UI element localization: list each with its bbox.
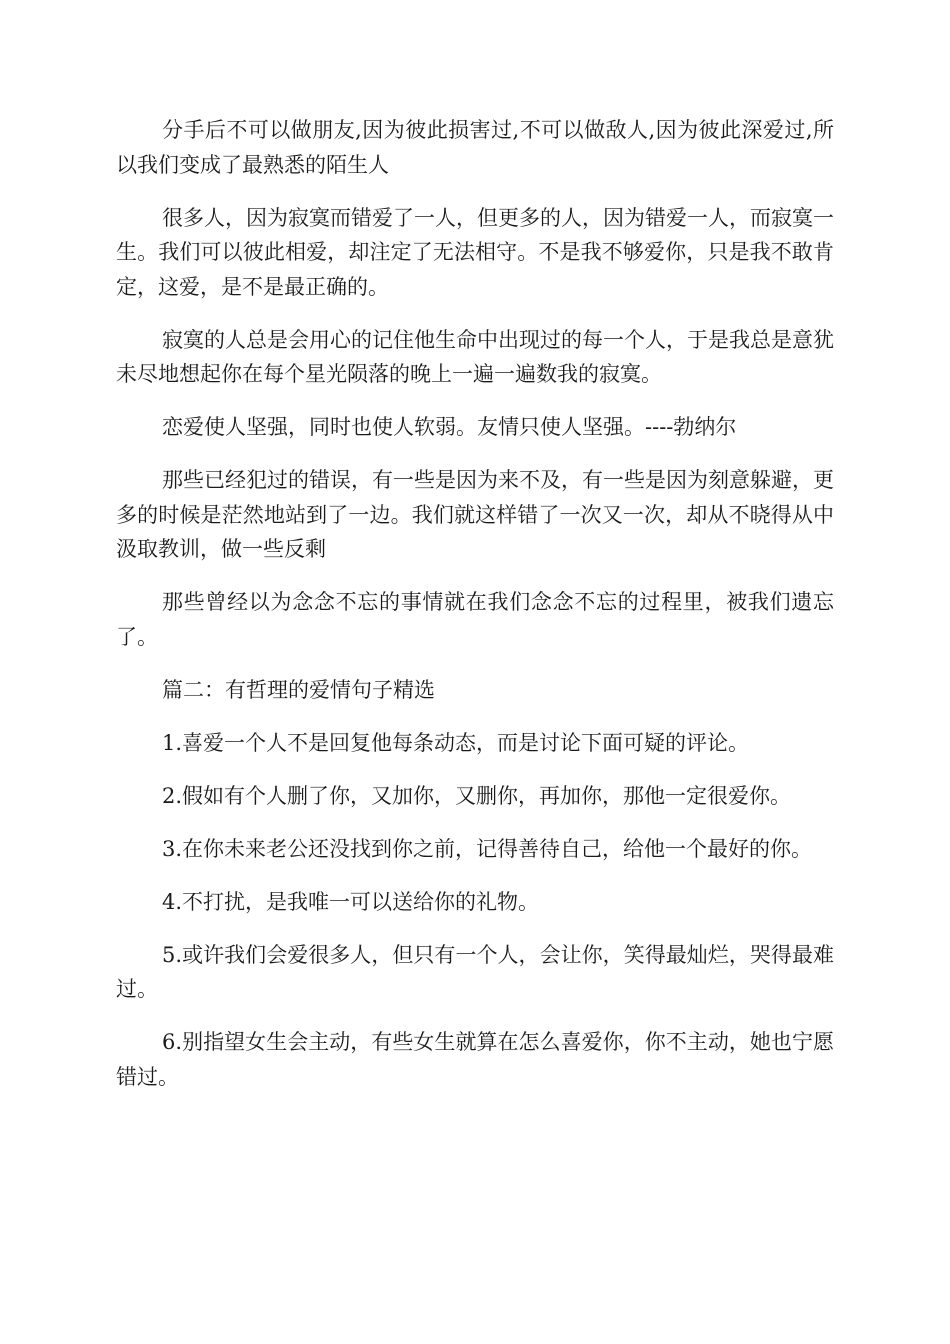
list-item-5: 5.或许我们会爱很多人，但只有一个人，会让你，笑得最灿烂，哭得最难过。	[116, 942, 834, 1001]
paragraph-forgotten: 那些曾经以为念念不忘的事情就在我们念念不忘的过程里，被我们遗忘了。	[116, 590, 834, 649]
list-item-1: 1.喜爱一个人不是回复他每条动态，而是讨论下面可疑的评论。	[162, 730, 750, 755]
paragraph-lonely-remember: 寂寞的人总是会用心的记住他生命中出现过的每一个人，于是我总是意犹未尽地想起你在每个星光陨落的晚上一遍一遍数我的寂寞。	[116, 327, 834, 386]
paragraph-past-mistakes: 那些已经犯过的错误，有一些是因为来不及，有一些是因为刻意躲避，更多的时候是茫然地站到了一边。我们就这样错了一次又一次，却从不晓得从中汲取教训，做一些反剩	[116, 468, 834, 561]
paragraph-breakup-strangers: 分手后不可以做朋友,因为彼此损害过,不可以做敌人,因为彼此深爱过,所以我们变成了最熟悉的陌生人	[116, 118, 834, 177]
document-body	[116, 113, 834, 1113]
list-item-4: 4.不打扰，是我唯一可以送给你的礼物。	[162, 889, 540, 914]
section-heading: 篇二：有哲理的爱情句子精选	[162, 677, 435, 702]
paragraph-love-quote: 恋爱使人坚强，同时也使人软弱。友情只使人坚强。----勃纳尔	[162, 415, 737, 439]
list-item-6: 6.别指望女生会主动，有些女生就算在怎么喜爱你，你不主动，她也宁愿错过。	[116, 1030, 834, 1089]
paragraph-lonely-wrong-love: 很多人，因为寂寞而错爱了一人，但更多的人，因为错爱一人，而寂寞一生。我们可以彼此相爱，却注定了无法相守。不是我不够爱你，只是我不敢肯定，这爱，是不是最正确的。	[116, 205, 834, 299]
list-item-3: 3.在你未来老公还没找到你之前，记得善待自己，给他一个最好的你。	[162, 836, 813, 861]
list-item-2: 2.假如有个人删了你，又加你，又删你，再加你，那他一定很爱你。	[162, 783, 792, 808]
